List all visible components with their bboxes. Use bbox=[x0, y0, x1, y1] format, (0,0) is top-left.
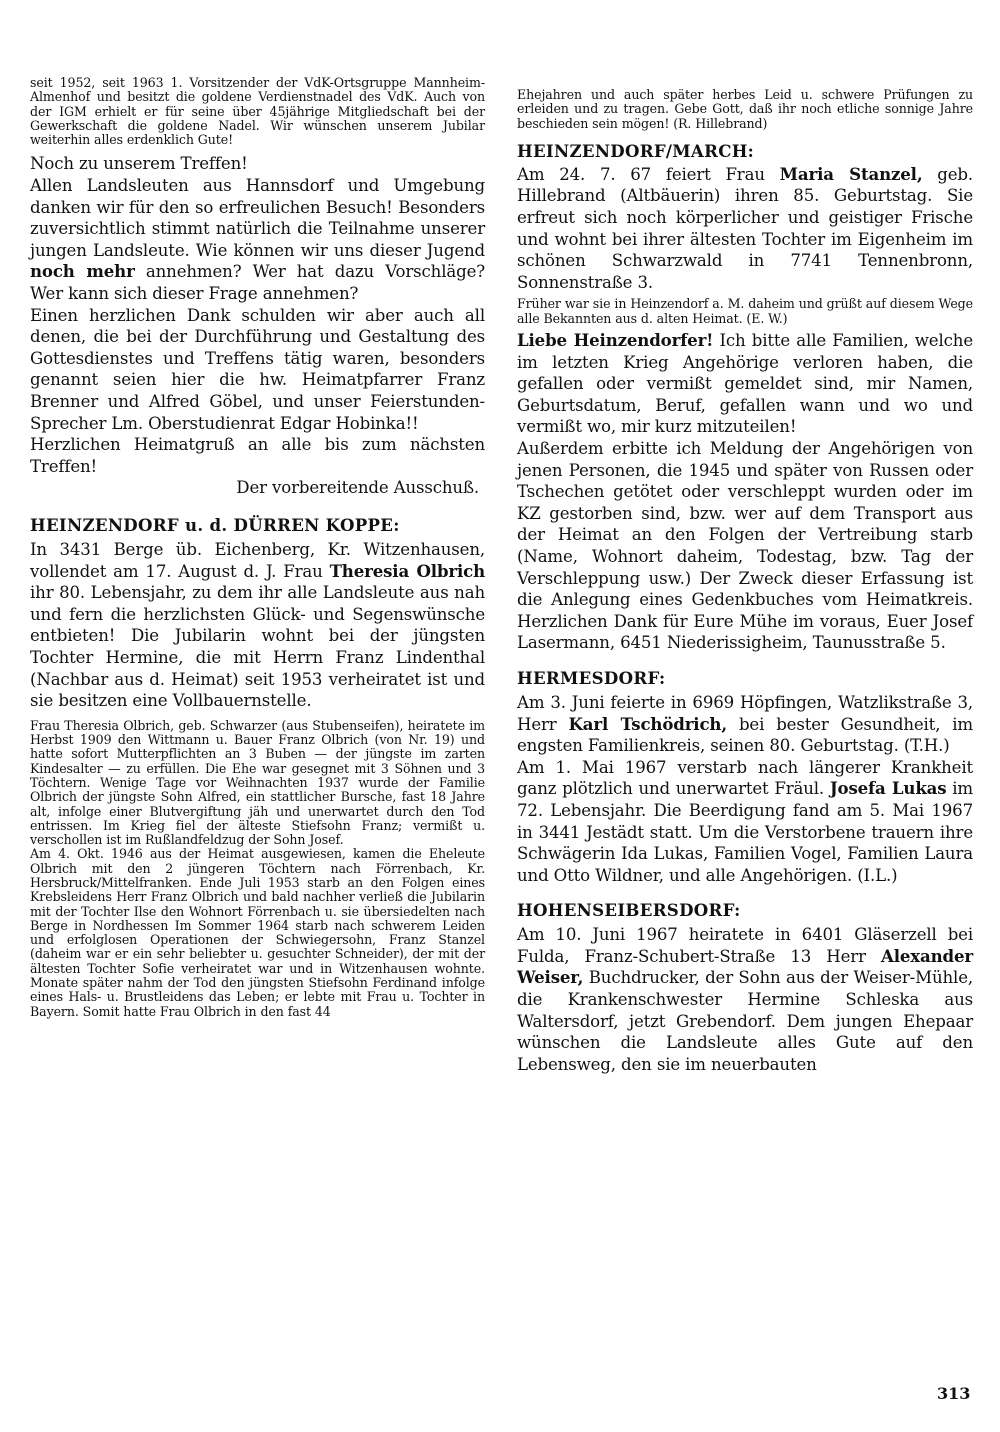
olbrich-text-end: ihr 80. Lebensjahr, zu dem ihr alle Landsleute aus nah und fern die herzlichsten Glück- und Segenswünsche entbieten! Die Jubilarin wohnt bei der jüngsten Tochter Hermine, die mit Herrn Franz Lindenthal (Nachbar aus d. Heimat) seit 1953 verheiratet ist und sie besitzen eine Vollbauernstelle. bbox=[30, 583, 485, 711]
ausserdem-paragraph: Außerdem erbitte ich Meldung der Angehörigen von jenen Personen, die 1945 und später von Russen oder Tschechen getötet oder verschleppt wurden oder im KZ gestorben sind, bzw. wer auf dem Transport aus der Heimat an den Folgen der Vertreibung starb (Name, Wohnort daheim, Todestag, bzw. Tag der Verschleppung usw.) Der Zweck dieser Erfassung ist die Anlegung eines Gedenkbuches vom Heimatkreis. Herzlichen Dank für Eure Mühe im voraus, Euer Josef Lasermann, 6451 Niederissigheim, Taunusstraße 5. bbox=[517, 439, 973, 653]
stanzel-text: Am 24. 7. 67 feiert Frau bbox=[517, 164, 765, 184]
tschoedrich-text-end: bei bester Gesundheit, im engsten Familienkreis, seinen 80. Geburtstag. (T.H.) bbox=[517, 714, 974, 756]
section-heading-heinzendorf-duerren-koppe: HEINZENDORF u. d. DÜRREN KOPPE: bbox=[30, 514, 400, 535]
weiser-wedding-paragraph bbox=[517, 924, 973, 1075]
karl-tschoedrich-bold: Karl Tschödrich, bbox=[568, 713, 727, 734]
olbrich-expulsion-paragraph: Am 4. Okt. 1946 aus der Heimat ausgewiesen, kamen die Eheleute Olbrich mit den 2 jüngeren Töchtern nach Förrenbach, Kr. Hersbruck/Mittelfranken. Ende Juli 1953 starb an den Folgen eines Krebsleidens Herr Franz Olbrich und bald nachher verließ die Jubilarin mit der Tochter Ilse den Wohnort Förrenbach u. sie übersiedelten nach Berge in Nordhessen Im Sommer 1964 starb nach schwerem Leiden und erfolglosen Operationen der Schwiegersohn, Franz Stanzel (daheim war er ein sehr beliebter u. gesuchter Schneider), der mit der ältesten Tochter Sofie verheiratet war und in Witzenhausen wohnte. Monate später nahm der Tod den jüngsten Stiefsohn Ferdinand infolge eines Hals- u. Brustleidens das Leben; er lebte mit Frau u. Tochter in Bayern. Somit hatte Frau Olbrich in den fast 44 bbox=[30, 846, 485, 1019]
noch-mehr-bold: noch mehr bbox=[30, 261, 135, 282]
liebe-heinzendorfer-paragraph bbox=[517, 330, 973, 438]
section-heading-hohenseibersdorf: HOHENSEIBERSDORF: bbox=[517, 900, 741, 921]
olbrich-birthday-paragraph bbox=[30, 539, 485, 712]
section-heading-hermesdorf: HERMESDORF: bbox=[517, 667, 666, 688]
page-number: 313 bbox=[937, 1384, 971, 1403]
olbrich-history-paragraph: Frau Theresia Olbrich, geb. Schwarzer (aus Stubenseifen), heiratete im Herbst 1909 den Wittmann u. Bauer Franz Olbrich (von Nr. 19) und hatte sofort Mutterpflichten an 3 Buben — der jüngste im zarten Kindesalter — zu erfüllen. Die Ehe war gesegnet mit 3 Söhnen und 3 Töchtern. Wenige Tage vor Weihnachten 1937 wurde der Familie Olbrich der jüngste Sohn Alfred, ein stattlicher Bursche, fast 18 Jahre alt, infolge einer Blutvergiftung jäh und unerwartet durch den Tod entrissen. Im Krieg fiel der älteste Stiefsohn Franz; vermißt u. verschollen ist im Rußlandfeldzug der Sohn Josef. bbox=[30, 717, 485, 848]
signature-ausschuss: Der vorbereitende Ausschuß. bbox=[236, 478, 479, 498]
section-heading-heinzendorf-march: HEINZENDORF/MARCH: bbox=[517, 140, 755, 161]
tschoedrich-text: Am 3. Juni feierte in 6969 Höpfingen, Watzlikstraße 3, Herr bbox=[517, 692, 973, 734]
josefa-lukas-bold: Josefa Lukas bbox=[829, 778, 947, 799]
dank-paragraph: Einen herzlichen Dank schulden wir aber auch all denen, die bei der Durchführung und Gestaltung des Gottesdienstes und Treffens tätig waren, besonders genannt seien hier die hw. Heimatpfarrer Franz Brenner und Alfred Göbel, und unser Feierstunden-Sprecher Lm. Oberstudienrat Edgar Hobinka!! bbox=[30, 305, 485, 433]
liebe-heinzendorfer-bold: Liebe Heinzendorfer! bbox=[517, 330, 714, 351]
theresia-olbrich-bold: Theresia Olbrich bbox=[329, 560, 486, 581]
lukas-text: Am 1. Mai 1967 verstarb nach längerer Krankheit ganz plötzlich und unerwartet Fräul. bbox=[517, 757, 973, 799]
stanzel-birthday-paragraph bbox=[517, 164, 973, 294]
vdk-jubilar-paragraph: seit 1952, seit 1963 1. Vorsitzender der VdK-Ortsgruppe Mannheim-Almenhof und besitzt die goldene Verdienstnadel des VdK. Auch von der IGM erhielt er für seine über 45jährige Mitgliedschaft bei der Gewerkschaft die goldene Nadel. Wir wünschen unserem Jubilar weiterhin alles erdenklich Gute! bbox=[30, 75, 485, 148]
maria-stanzel-bold: Maria Stanzel, bbox=[779, 163, 923, 184]
lukas-obituary-paragraph bbox=[517, 757, 973, 887]
olbrich-text: In 3431 Berge üb. Eichenberg, Kr. Witzenhausen, vollendet am 17. August d. J. Frau bbox=[30, 539, 485, 581]
landsleute-thanks-paragraph bbox=[30, 175, 485, 305]
left-column bbox=[30, 76, 485, 1019]
weiser-text: Am 10. Juni 1967 heiratete in 6401 Gläserzell bei Fulda, Franz-Schubert-Straße 13 Herr bbox=[517, 925, 973, 966]
heimatgruss-paragraph: Herzlichen Heimatgruß an alle bis zum nächsten Treffen! bbox=[30, 435, 485, 476]
weiser-text-end: Buchdrucker, der Sohn aus der Weiser-Mühle, die Krankenschwester Hermine Schleska aus Waltersdorf, jetzt Grebendorf. Dem jungen Ehepaar wünschen die Landsleute alles Gute auf den Lebensweg, den sie im neuerbauten bbox=[517, 968, 973, 1074]
hillebrand-closing-paragraph: Ehejahren und auch später herbes Leid u. schwere Prüfungen zu erleiden und zu tragen. Gebe Gott, daß ihr noch etliche sonnige Jahre beschieden sein mögen! (R. Hillebrand) bbox=[517, 87, 973, 131]
landsleute-text: Allen Landsleuten aus Hannsdorf und Umgebung danken wir für den so erfreulichen Besuch! Besonders zuversichtlich stimmt natürlich die Teilnahme unserer jungen Landsleute. Wie können wir uns dieser Jugend bbox=[30, 176, 485, 260]
treffen-heading-line: Noch zu unserem Treffen! bbox=[30, 154, 248, 174]
lukas-text-end: im 72. Lebensjahr. Die Beerdigung fand am 5. Mai 1967 in 3441 Jestädt statt. Um die Verstorbene trauern ihre Schwägerin Ida Lukas, Familien Vogel, Familien Laura und Otto Wildner, und alle Angehörigen. (I.L.) bbox=[517, 779, 973, 885]
alexander-weiser-bold: Alexander Weiser, bbox=[517, 945, 973, 988]
right-column bbox=[517, 88, 973, 1075]
stanzel-greeting-paragraph: Früher war sie in Heinzendorf a. M. daheim und grüßt auf diesem Wege alle Bekannten aus d. alten Heimat. (E. W.) bbox=[517, 296, 973, 326]
tschoedrich-birthday-paragraph bbox=[517, 692, 973, 757]
stanzel-text-end: geb. Hillebrand (Altbäuerin) ihren 85. Geburtstag. Sie erfreut sich noch körperlicher und geistiger Frische und wohnt bei ihrer ältesten Tochter im Eigenheim im schönen Schwarzwald in 7741 Tennenbronn, Sonnenstraße 3. bbox=[517, 164, 974, 292]
liebe-heinzendorfer-text: Ich bitte alle Familien, welche im letzten Krieg Angehörige verloren haben, die gefallen oder vermißt gemeldet sind, mir Namen, Geburtsdatum, Beruf, gefallen wann und wo und vermißt wo, mir kurz mitzuteilen! bbox=[517, 331, 973, 437]
landsleute-text-end: annehmen? Wer hat dazu Vorschläge? Wer kann sich dieser Frage annehmen? bbox=[30, 262, 486, 304]
